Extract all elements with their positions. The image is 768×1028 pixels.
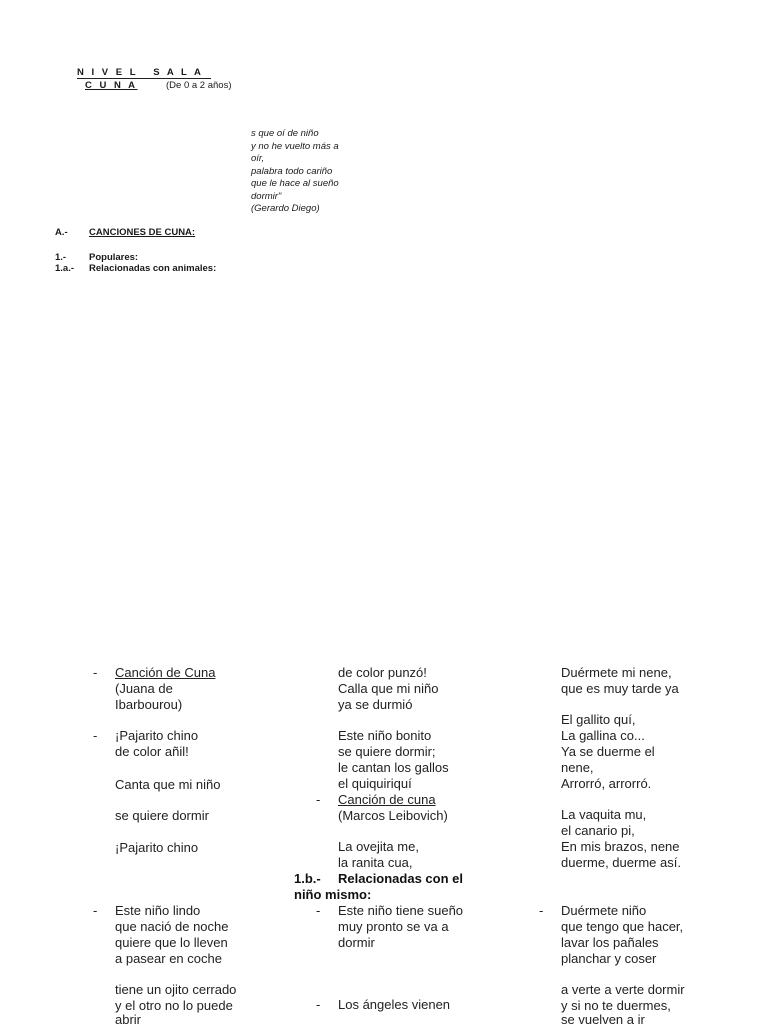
epigraph-line-3: oír, xyxy=(251,153,265,164)
verse-line: el canario pi, xyxy=(561,823,635,838)
verse-line: La gallina co... xyxy=(561,728,645,743)
verse-line: lavar los pañales xyxy=(561,935,659,950)
verse-line: de color añil! xyxy=(115,744,189,759)
verse-line: En mis brazos, nene xyxy=(561,839,680,854)
verse-line: Arrorró, arrorró. xyxy=(561,776,652,791)
verse-line: le cantan los gallos xyxy=(338,760,449,775)
list-dash: - xyxy=(93,728,98,743)
verse-line: Duérmete mi nene, xyxy=(561,665,672,680)
list-dash: - xyxy=(539,903,544,918)
verse-line: Canta que mi niño xyxy=(115,777,221,792)
header-nivel-sala: N I V E L S A L A xyxy=(77,67,211,79)
song-author-line-2: Ibarbourou) xyxy=(115,697,183,712)
verse-line: de color punzó! xyxy=(338,665,427,680)
verse-line: que es muy tarde ya xyxy=(561,681,679,696)
section-a-number: A.- xyxy=(55,227,68,238)
verse-line: se vuelven a ir xyxy=(561,1012,645,1027)
verse-line: Calla que mi niño xyxy=(338,681,439,696)
song-author: (Marcos Leibovich) xyxy=(338,808,448,823)
verse-line: Este niño tiene sueño xyxy=(338,903,464,918)
subsection-1-number: 1.- xyxy=(55,252,67,263)
song-title-cancion-de-cuna-leibovich: Canción de cuna xyxy=(338,792,436,807)
verse-line: Duérmete niño xyxy=(561,903,647,918)
section-a-title: CANCIONES DE CUNA: xyxy=(89,227,196,238)
subsection-1b-title-line-1: Relacionadas con el xyxy=(338,871,463,886)
verse-line: La vaquita mu, xyxy=(561,807,647,822)
list-dash: - xyxy=(316,792,321,807)
subsection-1a-title: Relacionadas con animales: xyxy=(89,263,217,274)
list-dash: - xyxy=(93,665,98,680)
epigraph-line-5: que le hace al sueño xyxy=(251,178,339,189)
header-age-range: (De 0 a 2 años) xyxy=(166,80,232,91)
verse-line: nene, xyxy=(561,760,594,775)
subsection-1b-number: 1.b.- xyxy=(294,871,321,886)
verse-line: tiene un ojito cerrado xyxy=(115,982,237,997)
verse-line: se quiere dormir xyxy=(115,808,209,823)
verse-line: Los ángeles vienen xyxy=(338,997,451,1012)
verse-line: Ya se duerme el xyxy=(561,744,655,759)
verse-line: y si no te duermes, xyxy=(561,998,671,1013)
verse-line: Este niño bonito xyxy=(338,728,432,743)
epigraph-line-2: y no he vuelto más a xyxy=(251,140,339,152)
verse-line: duerme, duerme así. xyxy=(561,855,681,870)
verse-line: planchar y coser xyxy=(561,951,657,966)
song-author-line-1: (Juana de xyxy=(115,681,173,696)
song-title-cancion-de-cuna-ibarbourou: Canción de Cuna xyxy=(115,665,216,680)
epigraph-author: (Gerardo Diego) xyxy=(251,203,320,214)
epigraph-line-6: dormir" xyxy=(251,190,282,202)
verse-line: que nació de noche xyxy=(115,919,229,934)
verse-line: y el otro no lo puede xyxy=(115,998,233,1013)
verse-line: ¡Pajarito chino xyxy=(115,840,199,855)
epigraph-line-4: palabra todo cariño xyxy=(251,165,333,177)
verse-line: La ovejita me, xyxy=(338,839,419,854)
verse-line: a verte a verte dormir xyxy=(561,982,685,997)
list-dash: - xyxy=(93,903,98,918)
verse-line: ya se durmió xyxy=(338,697,413,712)
verse-line: a pasear en coche xyxy=(115,951,222,966)
verse-line: ¡Pajarito chino xyxy=(115,728,199,743)
list-dash: - xyxy=(316,997,321,1012)
subsection-1b-title-line-2: niño mismo: xyxy=(294,887,372,902)
verse-line: El gallito quí, xyxy=(561,712,636,727)
list-dash: - xyxy=(316,903,321,918)
verse-line: se quiere dormir; xyxy=(338,744,436,759)
verse-line: quiere que lo lleven xyxy=(115,935,228,950)
verse-line: Este niño lindo xyxy=(115,903,201,918)
verse-line: dormir xyxy=(338,935,375,950)
subsection-1a-number: 1.a.- xyxy=(55,263,75,274)
verse-line: muy pronto se va a xyxy=(338,919,449,934)
epigraph-line-1: s que oí de niño xyxy=(251,128,319,139)
verse-line: que tengo que hacer, xyxy=(561,919,684,934)
header-cuna: C U N A xyxy=(85,80,138,91)
verse-line: abrir xyxy=(115,1012,142,1027)
verse-line: el quiquiriquí xyxy=(338,776,412,791)
verse-line: la ranita cua, xyxy=(338,855,413,870)
subsection-1-title: Populares: xyxy=(89,252,139,263)
